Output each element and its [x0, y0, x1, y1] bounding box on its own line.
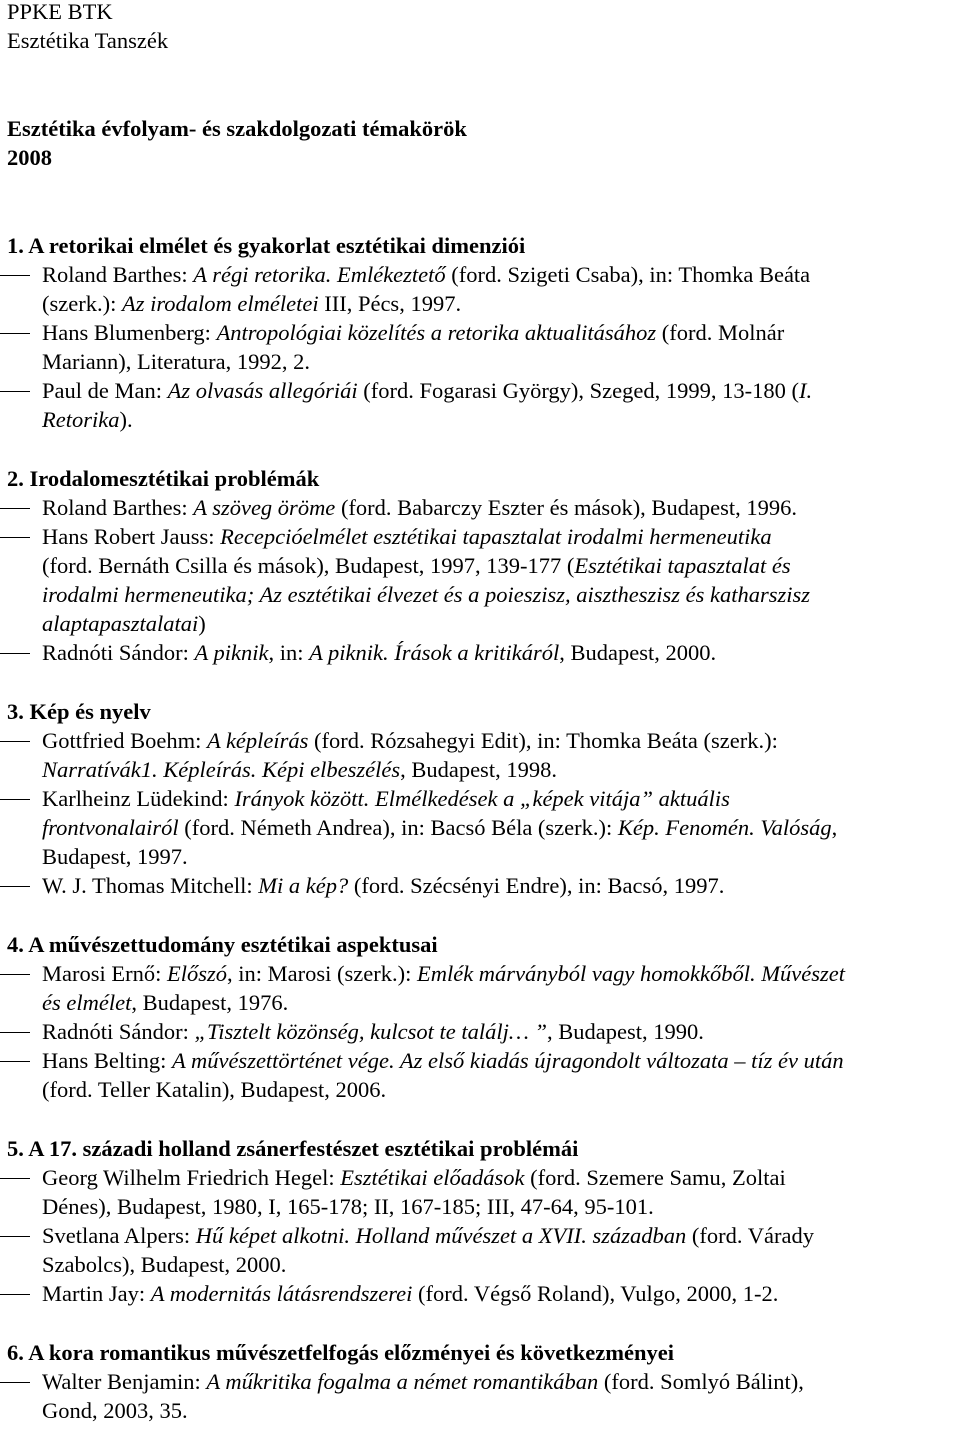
dash-bullet — [0, 974, 30, 975]
dash-bullet — [0, 391, 30, 392]
dash-bullet — [0, 1178, 30, 1179]
entry-3-1: Gottfried Boehm: A képleírás (ford. Rózsahegyi Edit), in: Thomka Beáta (szerk.): Narratívák1. Képleírás. Képi elbeszélés, Budapest, 1998. — [42, 728, 778, 782]
section-2-heading: 2. Irodalomesztétikai problémák — [7, 466, 320, 491]
department: Esztétika Tanszék — [7, 28, 169, 53]
dash-bullet — [0, 537, 30, 538]
dash-bullet — [0, 1236, 30, 1237]
dash-bullet — [0, 1382, 30, 1383]
dash-bullet — [0, 1032, 30, 1033]
dash-bullet — [0, 333, 30, 334]
dash-bullet — [0, 1061, 30, 1062]
section-1-heading: 1. A retorikai elmélet és gyakorlat esztétikai dimenziói — [7, 233, 526, 258]
dash-bullet — [0, 886, 30, 887]
entry-2-1: Roland Barthes: A szöveg öröme (ford. Babarczy Eszter és mások), Budapest, 1996. — [42, 495, 798, 520]
section-6-heading: 6. A kora romantikus művészetfelfogás előzményei és következményei — [7, 1340, 674, 1365]
entry-5-2: Svetlana Alpers: Hű képet alkotni. Holland művészet a XVII. században (ford. Várady Szabolcs), Budapest, 2000. — [42, 1223, 814, 1277]
entry-1-2: Hans Blumenberg: Antropológiai közelítés a retorika aktualitásához (ford. Molnár Mariann), Literatura, 1992, 2. — [42, 320, 785, 374]
entry-1-1: Roland Barthes: A régi retorika. Emlékeztető (ford. Szigeti Csaba), in: Thomka Beáta (szerk.): Az irodalom elméletei III, Pécs, 1997. — [42, 262, 811, 316]
doc-title: Esztétika évfolyam- és szakdolgozati témakörök — [7, 116, 467, 141]
entry-3-3: W. J. Thomas Mitchell: Mi a kép? (ford. Szécsényi Endre), in: Bacsó, 1997. — [42, 873, 725, 898]
dash-bullet — [0, 799, 30, 800]
institution: PPKE BTK — [7, 0, 113, 24]
entry-5-3: Martin Jay: A modernitás látásrendszerei (ford. Végső Roland), Vulgo, 2000, 1-2. — [42, 1281, 779, 1306]
entry-2-2: Hans Robert Jauss: Recepcióelmélet esztétikai tapasztalat irodalmi hermeneutika (ford. Bernáth Csilla és mások), Budapest, 1997, 139-177 (Esztétikai tapasztalat és irodalmi hermeneutika; Az esztétikai élvezet és a poieszisz, aisztheszisz és katharszisz alaptapasztalatai) — [42, 524, 811, 636]
dash-bullet — [0, 653, 30, 654]
entry-6-1: Walter Benjamin: A műkritika fogalma a német romantikában (ford. Somlyó Bálint), Gond, 2003, 35. — [42, 1369, 804, 1423]
entry-4-3: Hans Belting: A művészettörténet vége. Az első kiadás újragondolt változata – tíz év után (ford. Teller Katalin), Budapest, 2006. — [42, 1048, 844, 1102]
section-4-heading: 4. A művészettudomány esztétikai aspektusai — [7, 932, 438, 957]
dash-bullet — [0, 1294, 30, 1295]
section-3-heading: 3. Kép és nyelv — [7, 699, 151, 724]
dash-bullet — [0, 275, 30, 276]
dash-bullet — [0, 508, 30, 509]
section-5-heading: 5. A 17. századi holland zsánerfestészet esztétikai problémái — [7, 1136, 579, 1161]
entry-1-3: Paul de Man: Az olvasás allegóriái (ford. Fogarasi György), Szeged, 1999, 13-180 (I. Retorika). — [42, 378, 813, 432]
entry-3-2: Karlheinz Lüdekind: Irányok között. Elmélkedések a „képek vitája” aktuális frontvonalairól (ford. Németh Andrea), in: Bacsó Béla (szerk.): Kép. Fenomén. Valóság, Budapest, 1997. — [42, 786, 838, 869]
doc-year: 2008 — [7, 145, 52, 170]
entry-4-2: Radnóti Sándor: „Tisztelt közönség, kulcsot te találj… ”, Budapest, 1990. — [42, 1019, 704, 1044]
entry-5-1: Georg Wilhelm Friedrich Hegel: Esztétikai előadások (ford. Szemere Samu, Zoltai Dénes), Budapest, 1980, I, 165-178; II, 167-185; III, 47-64, 95-101. — [42, 1165, 786, 1219]
entry-2-3: Radnóti Sándor: A piknik, in: A piknik. Írások a kritikáról, Budapest, 2000. — [42, 640, 717, 665]
dash-bullet — [0, 741, 30, 742]
entry-4-1: Marosi Ernő: Előszó, in: Marosi (szerk.): Emlék márványból vagy homokkőből. Művészet és elmélet, Budapest, 1976. — [42, 961, 845, 1015]
